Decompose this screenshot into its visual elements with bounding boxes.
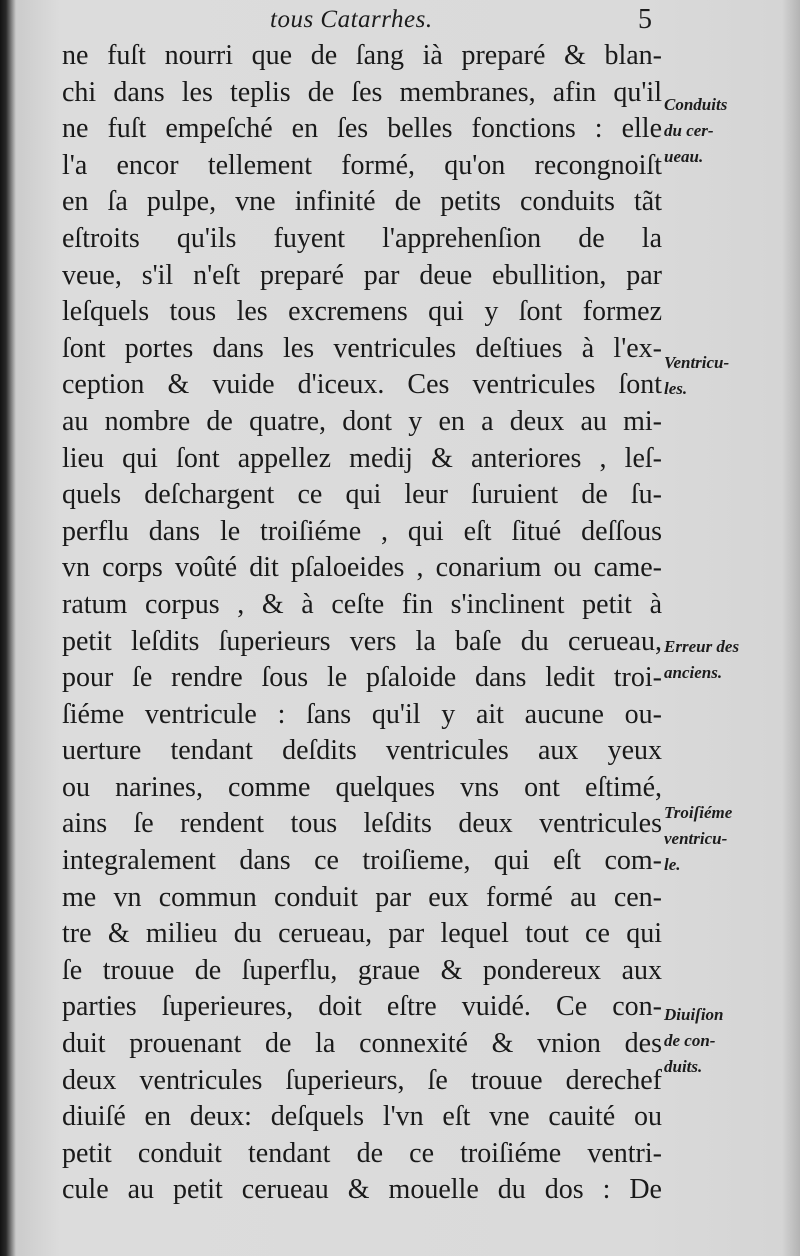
text-line: vn corps voûté dit pſaloeides , conarium ou came- (62, 552, 662, 584)
text-line: leſquels tous les excremens qui y ſont formez (62, 296, 662, 328)
margin-note-diuision (664, 1002, 794, 1080)
text-line: ſe trouue de ſuperflu, graue & pondereux aux (62, 954, 662, 986)
text-line: diuiſé en deux: deſquels l'vn eſt vne cauité ou (62, 1101, 662, 1133)
margin-note-line: les. (664, 379, 688, 398)
text-line: ſont portes dans les ventricules deſtiues à l'ex- (62, 332, 662, 364)
text-line: quels deſchargent ce qui leur ſuruient de ſu- (62, 479, 662, 511)
text-line: uerture tendant deſdits ventricules aux yeux (62, 735, 662, 767)
text-line: l'a encor tellement formé, qu'on recongnoiſt (62, 149, 662, 181)
margin-note-line: Erreur des (664, 637, 740, 656)
text-line: tre & milieu du cerueau, par lequel tout ce qui (62, 918, 662, 950)
margin-note-line: de con- (664, 1031, 716, 1050)
margin-note-line: ventricu- (664, 829, 728, 848)
margin-note-line: duits. (664, 1057, 703, 1076)
margin-note-line: Troiſiéme (664, 803, 733, 822)
body-text (62, 38, 662, 1209)
text-line: eſtroits qu'ils fuyent l'apprehenſion de la (62, 222, 662, 254)
margin-note-line: du cer- (664, 121, 714, 140)
text-line: veue, s'il n'eſt preparé par deue ebullition, par (62, 259, 662, 291)
text-line: me vn commun conduit par eux formé au cen- (62, 881, 662, 913)
text-line: pour ſe rendre ſous le pſaloide dans ledit troi- (62, 662, 662, 694)
text-line: petit conduit tendant de ce troiſiéme ventri- (62, 1137, 662, 1169)
text-line: parties ſuperieures, doit eſtre vuidé. Ce con- (62, 991, 662, 1023)
text-line: duit prouenant de la connexité & vnion des (62, 1028, 662, 1060)
text-line: ception & vuide d'iceux. Ces ventricules ſont (62, 369, 662, 401)
margin-note-line: Conduits (664, 95, 728, 114)
text-line: cule au petit cerueau & mouelle du dos : De (62, 1174, 662, 1206)
running-head: tous Catarrhes. (270, 6, 433, 33)
text-line: ains ſe rendent tous leſdits deux ventricules (62, 808, 662, 840)
text-line: chi dans les teplis de ſes membranes, afin qu'il (62, 76, 662, 108)
text-line: petit leſdits ſuperieurs vers la baſe du cerueau, (62, 625, 662, 657)
page-number: 5 (638, 4, 652, 35)
margin-note-line: Diuiſion (664, 1005, 724, 1024)
text-line: integralement dans ce troiſieme, qui eſt com- (62, 845, 662, 877)
text-line: ne fuſt empeſché en ſes belles fonctions : elle (62, 113, 662, 145)
text-line: lieu qui ſont appellez medij & anteriores , leſ- (62, 442, 662, 474)
margin-note-ventricules (664, 350, 794, 402)
margin-note-troisieme (664, 800, 794, 878)
margin-note-conduits (664, 92, 794, 170)
text-line: en ſa pulpe, vne infinité de petits conduits tãt (62, 186, 662, 218)
text-line: ne fuſt nourri que de ſang ià preparé & blan- (62, 40, 662, 71)
text-line: au nombre de quatre, dont y en a deux au mi- (62, 405, 662, 437)
margin-note-line: Ventricu- (664, 353, 730, 372)
text-line: ou narines, comme quelques vns ont eſtimé, (62, 771, 662, 803)
text-line: perflu dans le troiſiéme , qui eſt ſitué deſſous (62, 515, 662, 547)
margin-note-line: ueau. (664, 147, 704, 166)
margin-note-line: anciens. (664, 663, 723, 682)
page-header (0, 4, 800, 40)
margin-note-line: le. (664, 855, 681, 874)
text-line: ratum corpus , & à ceſte fin s'inclinent petit à (62, 588, 662, 620)
text-line: ſiéme ventricule : ſans qu'il y ait aucune ou- (62, 698, 662, 730)
margin-note-erreur (664, 634, 794, 686)
text-line: deux ventricules ſuperieurs, ſe trouue derechef (62, 1064, 662, 1096)
